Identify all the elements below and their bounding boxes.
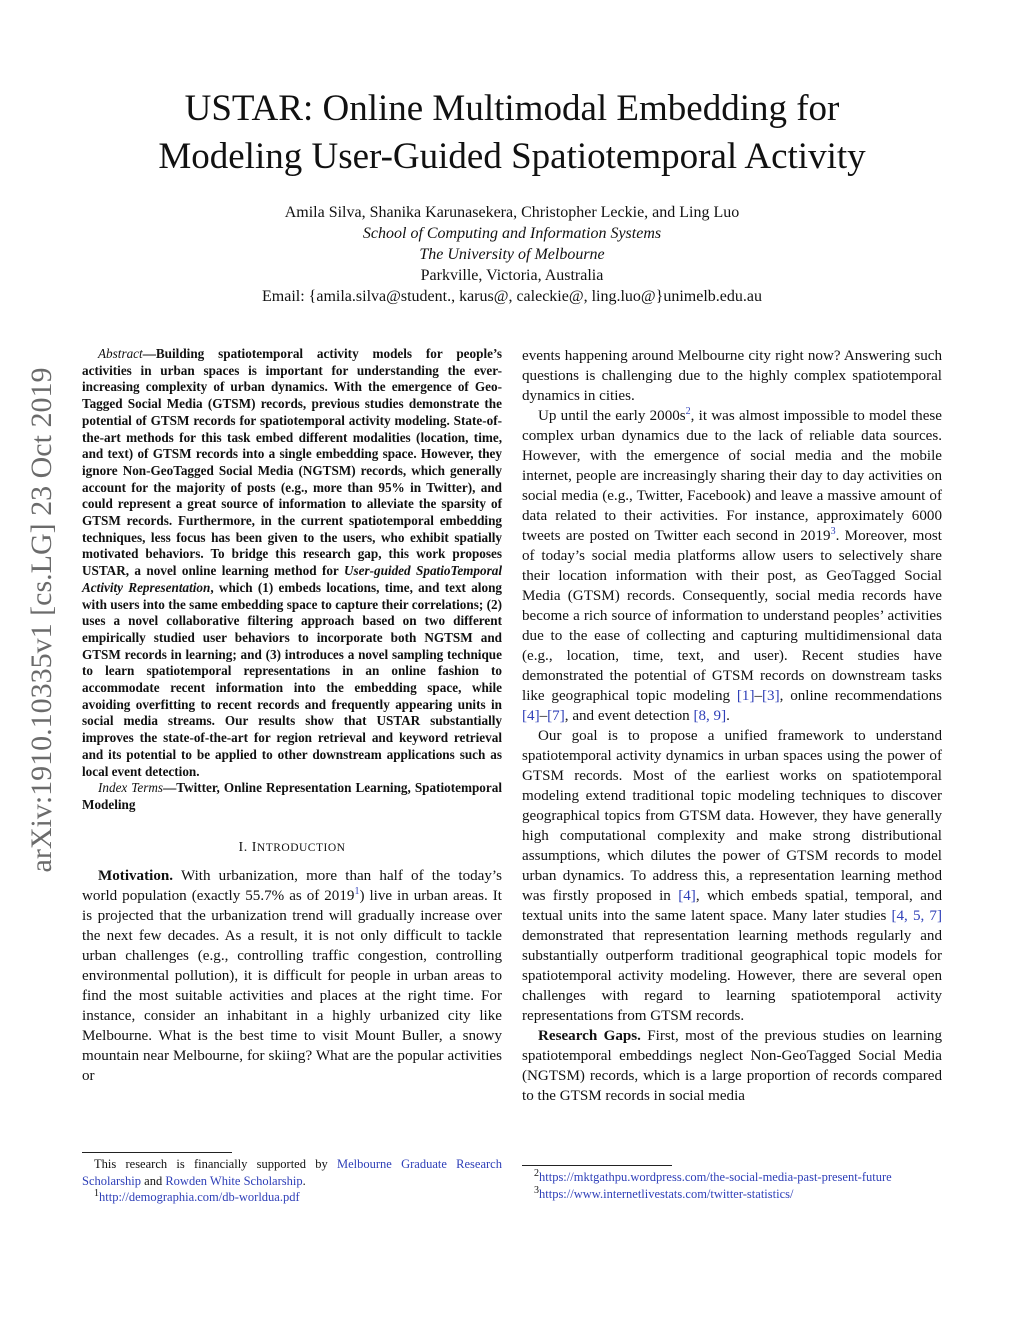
author-block (82, 202, 942, 307)
funding-text-a: This research is financially supported by (94, 1157, 337, 1171)
right-column (522, 346, 942, 1106)
section-number: I. (238, 839, 252, 855)
footnote-ref-1[interactable]: 1 (354, 885, 360, 897)
index-terms (82, 780, 502, 813)
title-line-2: Modeling User-Guided Spatiotemporal Activity (158, 136, 866, 177)
funding-note (82, 1156, 502, 1189)
abstract-text-2: , which (1) embeds locations, time, and text along with users into the same embedding space to capture their correlations; (2) uses a novel collaborative filtering approach based on two different empirically studied user behaviors to incorporate both NGTSM and GTSM records in learning; and (3) introduces a novel sampling technique to learn spatiotemporal representations in an online fashion to accommodate recent information into the embedding space, while avoiding overfitting to recent records and frequently appearing units in social media streams. Our results show that USTAR substantially improves the state-of-the-art for region retrieval and keyword retrieval and its potential to be applied to other downstream applications such as local event detection. (82, 579, 502, 779)
citation-7[interactable]: [7] (547, 708, 565, 724)
footnote-1 (82, 1189, 502, 1206)
arxiv-stamp: arXiv:1910.10335v1 [cs.LG] 23 Oct 2019 (25, 367, 58, 873)
author-names: Amila Silva, Shanika Karunasekera, Christopher Leckie, and Ling Luo (284, 204, 740, 221)
right-paragraph-0: events happening around Melbourne city right now? Answering such questions is challenging due to the highly complex spatiotemporal dynamics in cities. (522, 348, 942, 404)
motivation-lead: Motivation. (98, 867, 174, 884)
title-line-1: USTAR: Online Multimodal Embedding for (184, 88, 840, 129)
funding-link-mgrs[interactable]: Melbourne Graduate Research Scholarship (82, 1157, 502, 1188)
right-paragraph-2 (522, 726, 942, 1026)
section-heading-introduction (82, 840, 502, 856)
footnote-ref-3[interactable]: 3 (830, 525, 836, 537)
citation-4b[interactable]: [4] (678, 888, 696, 904)
section-first-letter: I (251, 839, 257, 855)
p1-text-b: , it was almost impossible to model these complex urban dynamics due to the lack of reliable data sources. However, with the emergence of social media and the mobile internet, people are increasingly sharing their day to day activities on social media (e.g., Twitter, Facebook) and leave a massive amount of data related to their activities. For instance, approximately 6000 tweets are posted on Twitter each second in 2019 (522, 408, 942, 544)
p2-text-c: demonstrated that representation learning methods regularly and substantially outperform traditional geographical topic models for spatiotemporal activity modeling. However, there are several open challenges with regard to learning spatiotemporal activity representations from GTSM records. (522, 928, 942, 1024)
footnote-2-mark: 2 (534, 1167, 539, 1179)
left-column (82, 346, 502, 1086)
citation-3[interactable]: [3] (762, 688, 780, 704)
intro-paragraph-motivation (82, 866, 502, 1086)
footnotes-left (82, 1156, 502, 1206)
affiliation-university: The University of Melbourne (419, 246, 605, 263)
right-paragraph-1 (522, 406, 942, 726)
citation-4-5-7[interactable]: [4, 5, 7] (891, 908, 942, 924)
index-terms-label: Index Terms (98, 780, 164, 796)
footnote-3-mark: 3 (534, 1184, 539, 1196)
research-gaps-lead: Research Gaps. (538, 1028, 641, 1044)
p1-text-e: , and event detection (564, 708, 694, 724)
footnotes-right (534, 1169, 944, 1202)
motivation-text-2: ) live in urban areas. It is projected that the urbanization trend will gradually increase over the next few decades. As a result, it is not only difficult to tackle urban challenges (e.g., controlling traffic congestion, controlling environmental pollution), it is difficult for people in urban areas to find the most suitable activities and places at the right time. For instance, consider an inhabitant in a highly urbanized city like Melbourne. What is the best time to visit Mount Buller, a snowy mountain near Melbourne, for skiing? What are the popular activities or (82, 887, 503, 1084)
right-paragraph-research-gaps (522, 1026, 942, 1106)
funding-and: and (141, 1173, 166, 1188)
p2-text-b: , which embeds spatial, temporal, and textual units into the same latent space. Many later studies (522, 888, 942, 924)
dash-1: – (754, 688, 763, 704)
paper-title (82, 85, 942, 181)
citation-4[interactable]: [4] (522, 708, 540, 724)
funding-end: . (302, 1173, 306, 1188)
p1-text-c: . Moreover, most of today’s social media platforms allow users to selectively share their location information with their post, as GeoTagged Social Media (GTSM) records. Consequently, social media records have become a rich source of information to understand peoples’ activities due to the ease of collecting and capturing multidimensional data (e.g., location, time, text, and user). Recent studies have demonstrated the potential of GTSM records on downstream tasks like geographical topic modeling (522, 528, 942, 704)
p1-text-d: , online recommendations (779, 688, 942, 704)
abstract-label: Abstract (98, 346, 143, 361)
section-rest: NTRODUCTION (256, 841, 346, 854)
p1-text-f: . (726, 708, 730, 724)
abstract-text-1: —Building spatiotemporal activity models for people’s activities in urban spaces is important for understanding the ever-increasing complexity of urban dynamics. With the emergence of Geo-Tagged Social Media (GTSM) records, previous studies demonstrate the potential of GTSM records for spatiotemporal activity modeling. State-of-the-art methods for this task embed different modalities (location, time, and text) of GTSM records into a single embedding space. However, they ignore Non-GeoTagged Social Media (NGTSM) records, which generally account for the majority of posts (e.g., more than 95% in Twitter), and could represent a great source of information to alleviate the sparsity of GTSM records. Furthermore, in the current spatiotemporal embedding techniques, less focus has been given to the users, who exhibit spatially motivated behaviors. To bridge this research gap, this work proposes USTAR, a novel online learning method for (82, 346, 502, 579)
footnote-2-link[interactable]: https://mktgathpu.wordpress.com/the-social-media-past-present-future (539, 1170, 892, 1184)
motivation-text-1: With urbanization, more than half of the today’s world population (exactly 55.7% as of 2019 (82, 867, 502, 904)
footnote-rule-left (82, 1152, 232, 1153)
citation-1[interactable]: [1] (736, 688, 755, 704)
footnote-2 (534, 1169, 944, 1186)
p1-text-a: Up until the early 2000s (538, 408, 686, 424)
footnote-3-link[interactable]: https://www.internetlivestats.com/twitter-statistics/ (539, 1186, 794, 1201)
author-email: Email: {amila.silva@student., karus@, caleckie@, ling.luo@}unimelb.edu.au (262, 288, 762, 305)
dash-2: – (539, 708, 548, 724)
abstract-emphasis: User-guided SpatioTemporal Activity Representation (82, 563, 503, 595)
abstract (82, 346, 502, 780)
footnote-3 (534, 1186, 944, 1203)
footnote-1-mark: 1 (94, 1187, 99, 1199)
footnote-ref-2[interactable]: 2 (685, 405, 691, 417)
funding-link-rowden[interactable]: Rowden White Scholarship (165, 1173, 303, 1188)
p2-text-a: Our goal is to propose a unified framework to understand spatiotemporal activity dynamics in urban spaces using the power of GTSM records. Most of the earliest works on spatiotemporal modeling extend traditional topic modeling techniques to discover geographical topics from GTSM data. However, they have generally high computational complexity and make strong distributional assumptions, which dilutes the power of GTSM records to model urban dynamics. To address this, a representation learning method was firstly proposed in (522, 728, 942, 904)
footnote-rule-right (522, 1165, 672, 1166)
affiliation-place: Parkville, Victoria, Australia (420, 267, 604, 284)
citation-8-9[interactable]: [8, 9] (693, 708, 727, 724)
research-gaps-text: First, most of the previous studies on learning spatiotemporal embeddings neglect Non-GeoTagged Social Media (NGTSM) records, which is a large proportion of records compared to the GTSM records in social media (522, 1028, 942, 1104)
affiliation-school: School of Computing and Information Systems (362, 225, 662, 242)
footnote-1-link[interactable]: http://demographia.com/db-worldua.pdf (99, 1190, 300, 1204)
index-terms-text: —Twitter, Online Representation Learning, Spatiotemporal Modeling (82, 780, 502, 812)
